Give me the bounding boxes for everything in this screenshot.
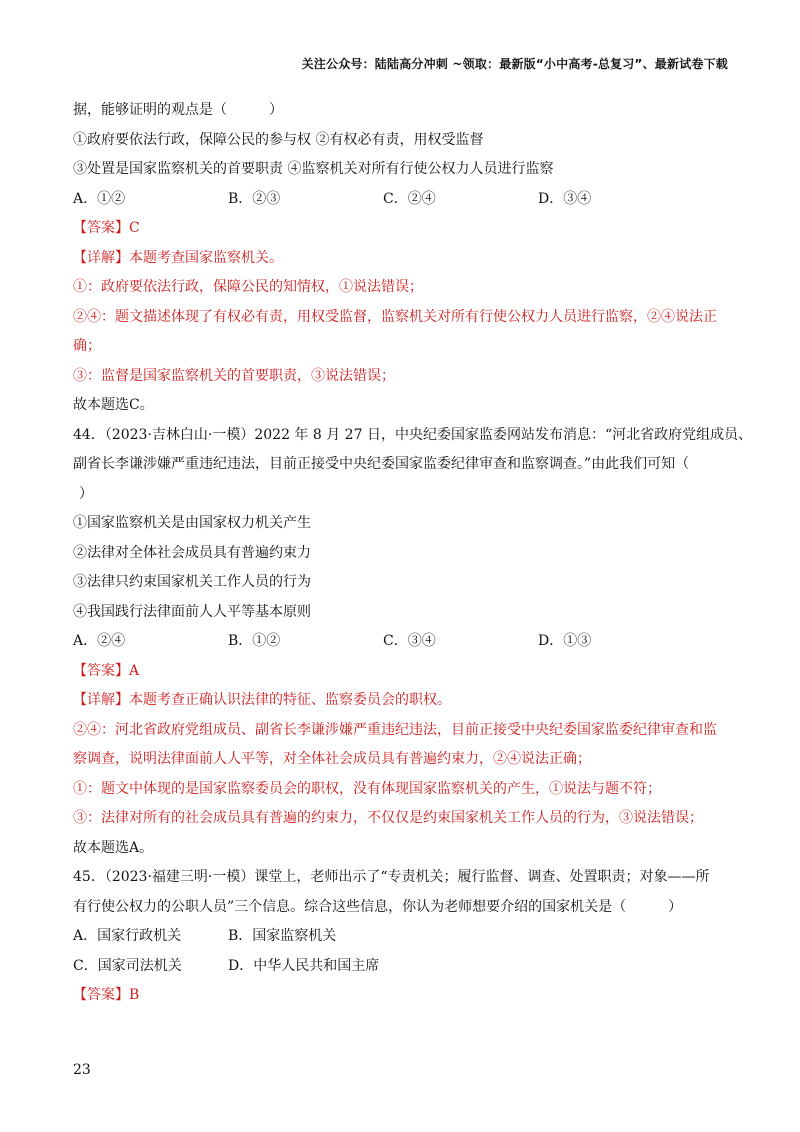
q44-option: ③法律只约束国家机关工作人员的行为 <box>73 574 311 590</box>
q43-options-line-1: ①政府要依法行政，保障公民的参与权 ②有权必有责，用权受监督 <box>73 131 484 148</box>
q44-explain-line: ①：题文中体现的是国家监察委员会的职权，没有体现国家监察机关的产生，①说法与题不符； <box>73 780 661 797</box>
q43-explain-line: ③：监督是国家监察机关的首要职责，③说法错误； <box>73 367 395 384</box>
q45-stem-line: 有行使公权力的公职人员”三个信息。综合这些信息，你认为老师想要介绍的国家机关是（ ） <box>73 898 683 915</box>
q43-choice-b: B．②③ <box>228 190 281 207</box>
q44-option: ②法律对全体社会成员具有普遍约束力 <box>73 544 311 561</box>
q43-choice-d: D．③④ <box>538 190 592 207</box>
q45-choice-c: C．国家司法机关 <box>73 957 182 974</box>
page-content <box>73 96 753 1011</box>
q44-explain-line: ②④：河北省政府党组成员、副省长李谦涉嫌严重违纪违法，目前正接受中央纪委国家监委纪律审查和监 <box>73 721 717 738</box>
q43-options-line-2: ③处置是国家监察机关的首要职责 ④监察机关对所有行使公权力人员进行监察 <box>73 161 554 177</box>
q44-stem-line: ） <box>79 485 93 502</box>
q45-choices-row-2 <box>73 952 733 982</box>
q45-answer: 【答案】B <box>73 987 140 1003</box>
q44-explain-line: 察调查，说明法律面前人人平等，对全体社会成员具有普遍约束力，②④说法正确； <box>73 751 591 767</box>
q43-choices <box>73 185 733 215</box>
q43-explain-line: ①：政府要依法行政，保障公民的知情权，①说法错误； <box>73 279 423 295</box>
q44-stem-line: 副省长李谦涉嫌严重违纪违法，目前正接受中央纪委国家监委纪律审查和监察调查。”由此我们可知（ <box>73 456 690 472</box>
q44-option: ④我国践行法律面前人人平等基本原则 <box>73 603 311 620</box>
q44-choice-d: D．①③ <box>538 633 592 649</box>
q44-stem-line: 44．（2023·吉林白山·一模）2022 年 8 月 27 日，中央纪委国家监委网站发布消息：“河北省政府党组成员、 <box>73 426 753 443</box>
q45-stem-line: 45．（2023·福建三明·一模）课堂上，老师出示了“专责机关；履行监督、调查、处置职责；对象——所 <box>73 869 710 885</box>
q44-explain-line: 【详解】本题考查正确认识法律的特征、监察委员会的职权。 <box>73 692 451 708</box>
q45-choice-d: D．中华人民共和国主席 <box>228 957 380 974</box>
page-header: 关注公众号：陆陆高分冲刺 ~领取：最新版“小中高考-总复习”、最新试卷下载 <box>301 57 728 71</box>
q43-explain-line: 【详解】本题考查国家监察机关。 <box>73 249 283 266</box>
page-number: 23 <box>73 1062 91 1078</box>
q43-choice-a: A．①② <box>73 190 126 207</box>
q44-choice-b: B．①② <box>228 633 281 649</box>
q45-choice-b: B．国家监察机关 <box>228 928 337 944</box>
q43-choice-c: C．②④ <box>383 190 436 207</box>
q44-option: ①国家监察机关是由国家权力机关产生 <box>73 515 311 531</box>
q43-conclusion: 故本题选C。 <box>73 397 154 413</box>
q44-choice-a: A．②④ <box>73 633 126 649</box>
q44-answer: 【答案】A <box>73 662 140 679</box>
q44-choice-c: C．③④ <box>383 633 436 649</box>
q43-answer: 【答案】C <box>73 220 140 236</box>
q45-choices-row-1 <box>73 922 733 952</box>
q43-explain-line: 确； <box>73 338 101 354</box>
q45-choice-a: A．国家行政机关 <box>73 928 182 944</box>
q43-stem-tail: 据，能够证明的观点是（ ） <box>73 102 283 118</box>
q44-explain-line: ③：法律对所有的社会成员具有普遍的约束力，不仅仅是约束国家机关工作人员的行为，③说法错误； <box>73 810 703 826</box>
q44-conclusion: 故本题选A。 <box>73 839 154 856</box>
q43-explain-line: ②④：题文描述体现了有权必有责，用权受监督，监察机关对所有行使公权力人员进行监察，②④说法正 <box>73 308 717 325</box>
q44-choices <box>73 627 733 657</box>
